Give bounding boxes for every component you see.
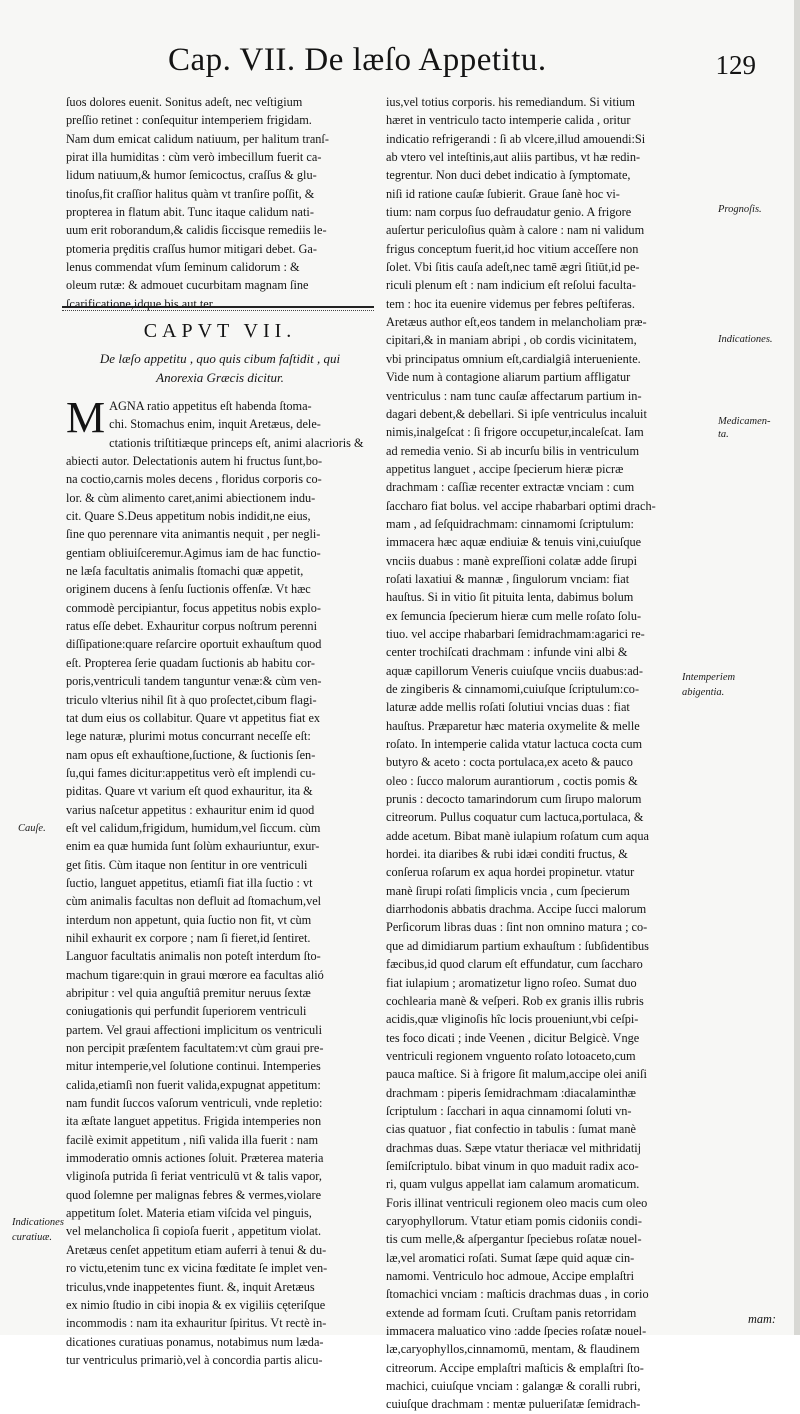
text-line: ſemiſcriptulo. bibat vinum in quo maduit radix aco-: [386, 1158, 639, 1173]
marginal-note-prognosis: Prognoſis.: [718, 204, 762, 215]
section-divider-rule: [62, 306, 374, 308]
text-line: cias quatuor , fiat confectio in tabulis : ſumat manè: [386, 1122, 636, 1137]
text-line: acidis,quæ vliginoſis hîc locis proueniunt,vbi ceſpi-: [386, 1012, 639, 1027]
text-line: cùm animalis facultas non defluit ad ſtomachum,vel: [66, 894, 322, 909]
text-line: riculi plenum eſt : nam indicium eſt reſolui faculta-: [386, 278, 636, 293]
text-line: uum erit roborandum,& calidis ſiccisque remediis le-: [66, 223, 327, 238]
text-line: tis cum melle,& aſpergantur ſpeciebus roſatæ nouel-: [386, 1232, 642, 1247]
marginal-note-causae: Cauſe.: [18, 823, 46, 834]
subtitle-line: Anorexia Græcis dicitur.: [156, 369, 284, 385]
text-line: ſuos dolores euenit. Sonitus adeſt, nec veſtigium: [66, 95, 303, 109]
text-line: ſine quo perennare vita animantis nequit , per negli-: [66, 527, 321, 542]
text-line: abiecti autor. Delectationis autem hi fructus ſunt,bo-: [66, 454, 323, 469]
text-line: Aretæus author eſt,eos tandem in melancholiam præ-: [386, 315, 647, 330]
text-line: ptomeria prȩditis craſſus humor mitigari debet. Ga-: [66, 241, 317, 256]
text-line: dagari debent,& debellari. Si ipſe ventriculus incaluit: [386, 406, 647, 421]
subtitle-line: De læſo appetitu , quo quis cibum faſtidit , qui: [99, 351, 341, 366]
text-line: gentiam obliuiſceremur.Agimus iam de hac functio-: [66, 545, 321, 560]
text-line: commodè percipiantur, focus appetitus nobis explo-: [66, 600, 321, 615]
text-line: diarrhodonis abbatis drachma. Accipe ſucci malorum: [386, 902, 647, 917]
text-line: center trochiſcati drachmam : infunde vini albi &: [386, 645, 628, 660]
text-line: appetitum ſolet. Materia etiam viſcida vel pinguis,: [66, 1206, 312, 1221]
text-line: lege naturæ, plurimi motus concurrant neceſſe eſt:: [66, 729, 311, 744]
text-line: hordei. ita diaribes & rubi idæi conditi fructus, &: [386, 847, 628, 862]
text-line: tur ventriculus primariò,vel à concordia partis alicu-: [66, 1352, 323, 1367]
text-line: cipitari,& in maniam abripi , ob cordis vicinitatem,: [386, 333, 637, 348]
text-line: hauſtus. Si in vitio ſit pituita lenta, dabimus bolum: [386, 590, 634, 605]
text-line: drachmam : caſſiæ recenter extractæ vnciam : cum: [386, 480, 635, 495]
text-line: drachmam : piperis ſemidrachmam :diacalaminthæ: [386, 1085, 636, 1100]
text-line: ventriculus : nam tunc cauſæ affectarum partium in-: [386, 388, 642, 403]
text-line: ventriculi regionem vnguento roſato lotoaceto,cum: [386, 1048, 636, 1063]
text-line: cit. Quare S.Deus appetitum nobis indidit,ne eius,: [66, 509, 311, 524]
right-column: [386, 93, 714, 1414]
text-line: ſcarificatione,idque bis aut ter.: [66, 296, 216, 311]
page-number: 129: [715, 50, 756, 80]
text-line: lor. & cùm alimento caret,animi abiectionem indu-: [66, 490, 316, 505]
text-line: læ,vel aromatici roſati. Sumat ſæpe quid aquæ cin-: [386, 1250, 635, 1265]
text-line: tium: nam corpus ſuo defraudatur genio. A frigore: [386, 205, 632, 220]
text-line: tinoſus,fit craſſior halitus quàm vt tranſire poſſit, &: [66, 186, 315, 201]
text-line: nam opus eſt exhauſtione,ſuctione, & ſuctionis ſen-: [66, 747, 316, 762]
text-line: mam , ad ſeſquidrachmam: cinnamomi ſcriptulum:: [386, 516, 634, 531]
text-line: non percipit præſentem facultatem:vt cùm graui pre-: [66, 1041, 324, 1056]
text-line: diſſipatione:quare reſarcire oportuit exhauſtum quod: [66, 637, 322, 652]
text-line: AGNA ratio appetitus eſt habenda ſtoma-: [109, 399, 312, 413]
text-line: ab vtero vel inteſtinis,aut aliis partibus, vt hæ redin-: [386, 150, 641, 165]
running-head-title: Cap. VII. De læſo Appetitu.: [168, 42, 547, 78]
drop-cap: M: [66, 393, 106, 442]
text-line: niſi id ratione cauſæ ſubierit. Graue ſanè hoc vi-: [386, 186, 620, 201]
text-line: ſuctio, languet appetitus, etiamſi fiat illa ſuctio : vt: [66, 875, 313, 890]
text-line: hæret in ventriculo tacto intemperie calida , oritur: [386, 113, 631, 128]
text-line: interdum non appetunt, quia ſuctio non fit, vt cùm: [66, 912, 312, 927]
page-edge-shadow: [794, 0, 800, 1335]
text-line: Nam dum emicat calidum natiuum, per halitum tranſ-: [66, 131, 329, 146]
text-line: chi. Stomachus enim, inquit Aretæus, dele-: [109, 417, 321, 432]
text-line: piditas. Quare vt varium eſt quod exhauritur, ita &: [66, 784, 313, 799]
text-line: partem. Vel graui affectioni implicitum os ventriculi: [66, 1022, 323, 1037]
text-line: ex ſemuncia ſpecierum hieræ cum melle roſato ſolu-: [386, 608, 642, 623]
text-line: ſtomachici vnciam : maſticis drachmas duas , in corio: [386, 1287, 649, 1302]
text-line: vbi principatus omnium eſt,cardialgiâ interueniente.: [386, 351, 641, 366]
text-line: lenus commendat vſum ſeminum calidorum : &: [66, 260, 300, 275]
text-line: immacera hæc aquæ endiuiæ & tenuis vini,cuiuſque: [386, 535, 642, 550]
text-line: namomi. Ventriculo hoc admoue, Accipe emplaſtri: [386, 1269, 635, 1283]
text-line: enim ea quæ humida ſunt ſolùm exhauriuntur, exur-: [66, 839, 320, 854]
text-line: machici, cuiuſque vnciam : galangæ & coralli rubri,: [386, 1379, 641, 1394]
marginal-note-medicamenta-2: ta.: [718, 429, 729, 440]
text-line: indicatio refrigerandi : ſi ab vlcere,illud amouendi:Si: [386, 131, 646, 146]
text-line: ad remedia venio. Si ab incurſu bilis in ventriculum: [386, 443, 640, 458]
text-line: Languor facultatis animalis non poteſt interdum ſto-: [66, 949, 321, 964]
text-line: tem : hoc ita euenire videmus per febres peſtiferas.: [386, 296, 635, 311]
marginal-note-indicationes-curatiuae-1: Indicationes: [12, 1217, 64, 1228]
left-column-top: [66, 93, 374, 313]
text-line: calida,etiamſi non fuerit valida,expugnat appetitum:: [66, 1077, 321, 1092]
text-line: caryophyllorum. Vtatur etiam pomis cidoniis condi-: [386, 1213, 642, 1228]
text-line: Aretæus cenſet appetitum etiam auferri à tenui & du-: [66, 1242, 327, 1257]
text-line: ne læſa facultatis animalis ſtomachi quæ appetit,: [66, 564, 304, 579]
text-line: ex nimio ſtudio in cibi inopia & ex vigiliis cęteriſque: [66, 1297, 326, 1312]
text-line: ri, quam vulgus appellat iam calamum aromaticum.: [386, 1177, 640, 1192]
text-line: get ſitis. Cùm itaque non ſentitur in ore ventriculi: [66, 857, 308, 872]
text-line: roſato. In intemperie calida vtatur lactuca cocta cum: [386, 737, 643, 752]
text-line: laturæ adde mellis roſati ſolutiui vncias duas : fiat: [386, 700, 630, 715]
text-line: propterea in flatum abit. Tunc itaque calidum nati-: [66, 205, 314, 220]
text-line: tiuo. vel accipe rhabarbari ſemidrachmam:agarici re-: [386, 626, 645, 641]
text-line: ſcriptulum : ſacchari in aqua cinnamomi ſoluti vn-: [386, 1103, 632, 1118]
text-line: pauca maſtice. Si à frigore ſit malum,accipe olei aniſi: [386, 1067, 647, 1082]
text-line: lidum natiuum,& humor ſemicoctus, craſſus & glu-: [66, 168, 317, 183]
left-column-body: [66, 393, 374, 1369]
text-line: frigus conceptum fuerit,id hoc vitium acceſſere non: [386, 241, 639, 256]
text-line: ſaccharo fiat bolus. vel accipe rhabarbari optimi drach-: [386, 498, 656, 513]
text-line: manè ſirupi roſati ſimplicis vncia , cum ſpecierum: [386, 883, 630, 898]
text-line: abripitur : vel quia anguſtiâ premitur neruus ſextæ: [66, 986, 311, 1000]
text-line: oleum rutæ: & admouet cucurbitam magnam ſine: [66, 278, 309, 293]
text-line: nam fundit ſuccos vaſorum ventriculi, vnde repletio:: [66, 1096, 323, 1111]
text-line: roſati laxatiui & mannæ , ſingulorum vnciam: fiat: [386, 571, 630, 586]
text-line: facilè eximit appetitum , niſi valida illa fuerit : nam: [66, 1132, 319, 1147]
text-line: immacera maluatico vino :adde ſpecies roſatæ nouel-: [386, 1324, 647, 1339]
text-line: varius naſcetur appetitus : exhauritur enim id quod: [66, 802, 315, 817]
text-line: extende ad formam ſcuti. Cruſtam panis retorridam: [386, 1305, 637, 1320]
running-head: [168, 42, 768, 84]
text-line: auſertur periculoſius quàm à calore : nam ni validum: [386, 223, 645, 238]
text-line: drachmas duas. Sæpe vtatur theriacæ vel mithridatij: [386, 1140, 642, 1155]
text-line: na coctio,carnis moles decens , floridus corporis co-: [66, 472, 322, 487]
text-line: vel melancholica ſi copioſa fuerit , appetitum violat.: [66, 1224, 322, 1239]
text-line: oleo : ſucco malorum aurantiorum , coctis pomis &: [386, 773, 638, 788]
text-line: ctationis triſtitiæque princeps eſt, animi alacrioris &: [109, 435, 364, 450]
text-line: immoderatio omnis actiones ſoluit. Præterea materia: [66, 1151, 324, 1166]
text-line: Foris illinat ventriculi regionem oleo macis cum oleo: [386, 1195, 648, 1210]
text-line: machum tigare:quin in graui mœrore ea facultas alió: [66, 967, 324, 982]
text-line: ſolet. Vbi ſitis cauſa adeſt,nec tamē ægri ſitiūt,id pe-: [386, 260, 640, 275]
text-line: tat dum eius os collabitur. Quare vt appetitus fiat ex: [66, 710, 321, 725]
text-line: vliginoſa putrida ſi feriat ventriculū vt & talis vapor,: [66, 1169, 322, 1184]
text-line: læ,caryophyllos,cinnamomū, mentam, & flaudinem: [386, 1342, 640, 1357]
text-line: ſu,qui fames dicitur:appetitus verò eſt implendi cu-: [66, 765, 316, 780]
text-line: vnciis duabus : manè expreſſioni colatæ adde ſirupi: [386, 553, 637, 568]
marginal-note-indicationes: Indicationes.: [718, 334, 773, 345]
text-line: de zingiberis & cinnamomi,cuiuſque ſcriptulum:co-: [386, 682, 640, 696]
text-line: citreorum. Accipe emplaſtri maſticis & emplaſtri ſto-: [386, 1360, 644, 1375]
catchword: mam:: [747, 1312, 776, 1326]
marginal-note-intemperiem-1: Intemperiem: [682, 672, 736, 683]
text-line: ro victu,etenim tunc ex vicina fœditate ſe implet ven-: [66, 1261, 328, 1276]
text-line: dicationes curatiuas ponamus, notabimus num læda-: [66, 1334, 324, 1349]
text-line: fiat iulapium ; aromatizetur ligno roſeo. Sumat duo: [386, 975, 637, 990]
text-line: Vide num à contagione aliarum partium affligatur: [386, 370, 631, 385]
chapter-heading: CAPVT VII.: [143, 320, 297, 342]
text-line: tes foco dicati ; inde Veenen , dicitur Belgicè. Vnge: [386, 1030, 640, 1045]
text-line: ius,vel totius corporis. his remediandum. Si vitium: [386, 95, 635, 109]
marginal-note-indicationes-curatiuae-2: curatiuæ.: [12, 1232, 52, 1243]
text-line: quod ſolemne per malignas febres & vermes,violare: [66, 1187, 322, 1202]
text-line: coniugationis qui perfundit ſuperiorem ventriculi: [66, 1004, 307, 1019]
text-line: ratus eſſe debet. Exhauritur corpus noſtrum perenni: [66, 619, 317, 634]
marginal-note-medicamenta-1: Medicamen-: [718, 416, 771, 427]
text-line: tegrentur. Non duci debet indicatio à ſymptomate,: [386, 168, 631, 183]
text-line: incommodis : nam ita exhauritur ſpiritus. Vt rectè in-: [66, 1316, 327, 1331]
text-line: poris,ventriculi tandem tanguntur venæ:& cùm ven-: [66, 674, 322, 689]
marginal-note-intemperiem-2: abigentia.: [682, 687, 725, 698]
text-line: appetitus languet , accipe ſpecierum hieræ picræ: [386, 461, 624, 476]
text-line: prunis : decocto tamarindorum cum ſirupo malorum: [386, 792, 642, 807]
text-line: adde acetum. Bibat manè iulapium roſatum cum aqua: [386, 828, 649, 843]
text-line: cochlearia manè & veſperi. Rob ex granis illis rubris: [386, 993, 644, 1008]
text-line: mitur intemperie,vel ſolutione continui. Intemperies: [66, 1059, 321, 1074]
text-line: butyro & aceto : cocta portulaca,ex aceto & pauco: [386, 755, 633, 770]
text-line: triculo vlterius nihil ſit à quo proſectet,cibum flagi-: [66, 692, 317, 707]
text-line: eſt. Propterea ſerie quadam ſuctionis ab habitu cor-: [66, 655, 316, 670]
text-line: pirat illa humiditas : cùm verò imbecillum fuerit ca-: [66, 150, 322, 165]
text-line: ita æſtate languet appetitus. Frigida intemperies non: [66, 1114, 322, 1129]
text-line: citreorum. Pullus coquatur cum lactuca,portulaca, &: [386, 810, 644, 825]
text-line: preſſio retinet : conſequitur intemperiem frigidam.: [66, 113, 312, 128]
text-line: que ad dimidiarum partium exhauſtum : ſubſidentibus: [386, 938, 649, 953]
text-line: cuiuſque drachmam : mentæ pulueriſatæ ſemidrach-: [386, 1397, 641, 1412]
text-line: hauſtus. Præparetur hæc materia oxymelite & melle: [386, 718, 640, 733]
text-line: nihil exhaurit ex corpore ; nam ſi fieret,id ſentiret.: [66, 930, 311, 945]
text-line: Perſicorum libras duas : ſint non omnino matura ; co-: [386, 920, 648, 935]
text-line: eſt vel calidum,frigidum, humidum,vel ſiccum. cùm: [66, 820, 321, 835]
text-line: aquæ capillorum Veneris cuiuſque vnciis duabus:ad-: [386, 663, 643, 678]
text-line: originem ducens à ſenſu ſuctionis offenſæ. Vt hæc: [66, 582, 311, 597]
text-line: fæcibus,id quod clarum eſt effundatur, cum ſaccharo: [386, 957, 643, 972]
text-line: triculus,vnde inappetentes fiunt. &, inquit Aretæus: [66, 1279, 315, 1294]
text-line: conſerua roſarum ex aqua hordei propinetur. vtatur: [386, 865, 635, 880]
text-line: nimis,inalgeſcat : ſi frigore occupetur,incaleſcat. Iam: [386, 425, 644, 440]
chapter-subtitle: [66, 350, 374, 387]
